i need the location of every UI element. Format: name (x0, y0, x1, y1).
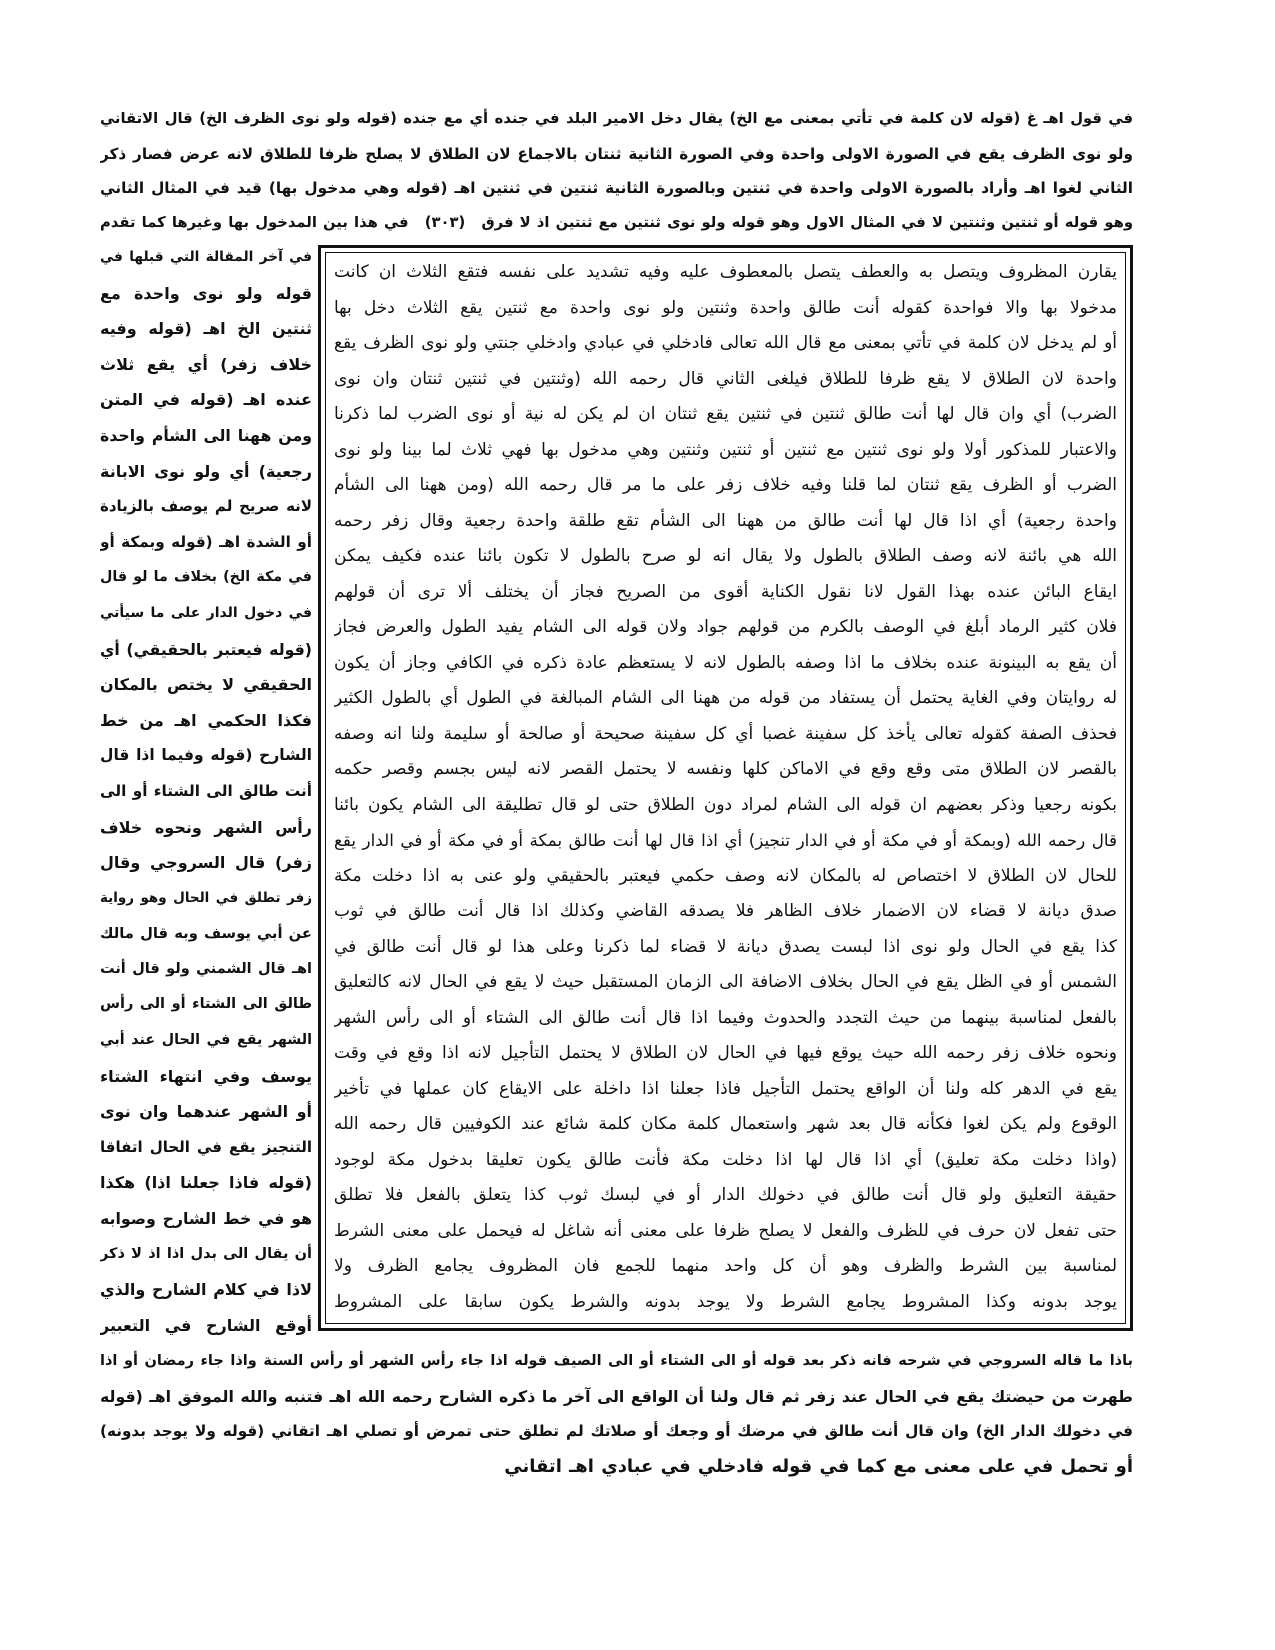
main-text-line: الضرب) أي وان قال لها أنت طالق ثنتين في ثنتين يقع ثنتان ان لم يكن له نية أو نوى الضرب لما ذكرنا (334, 404, 1117, 424)
main-text-line: يوجد بدونه وكذا المشروط يجامع الشرط ولا يوجد بدونه والشرط يكون سابقا على المشروط (334, 1291, 1117, 1312)
top-commentary (100, 102, 1133, 240)
main-text-line: حقيقة التعليق ولو قال أنت طالق في دخولك الدار أو في لبسك ثوب كذا يتعلق بالفعل فلا تطلق (334, 1185, 1117, 1205)
bottom-commentary-line: باذا ما قاله السروجي في شرحه فانه ذكر بعد قوله أو الى الشتاء أو الى الصيف قوله اذا جاء رأس الشهر أو رأس السنة واذا جاء رمضان أو اذا (100, 1353, 1133, 1369)
main-text-line: الشمس أو في الظل يقع في الحال بخلاف الاضافة الى الزمان المستقبل حيث لا يقع في الحال لانه كالتعليق (334, 972, 1117, 992)
page-number: (٣٠٣) (424, 213, 466, 231)
main-text-line: له روايتان وفي الغاية يحتمل أن يستفاد من قوله من ههنا الى الشام المبالغة في الطول أي بالطول الكثير (334, 688, 1117, 708)
margin-commentary-line: أن يقال الى بدل اذا اذ لا ذكر (100, 1245, 312, 1262)
main-text-frame (318, 245, 1133, 1331)
main-text-line: يقع في الدهر كله ولنا أن الواقع يحتمل التأجيل فاذا جعلنا اذا داخلة على الايقاع كان عملها في تأخير (334, 1078, 1117, 1099)
main-text-line: الله هي بائنة لانه وصف الطلاق بالطول ولا يقال انه لو صرح بالطول لا تكون بائنا عنده فكيف يمكن (334, 546, 1117, 566)
main-text-line: بالفعل لمناسبة بينهما من حيث التجدد والحدوث وفيما اذا قال أنت طالق الى الشتاء أو الى رأس الشهر (334, 1007, 1117, 1028)
margin-commentary-line: طالق الى الشتاء أو الى رأس (100, 996, 312, 1013)
main-text-line: ونحوه خلاف زفر رحمه الله حيث يوقع فيها في الحال لان الطلاق لا يحتمل التأجيل لانه اذا وقع في وقت (334, 1043, 1117, 1063)
main-text-line: أو لم يدخل لان كلمة في تأتي بمعنى مع قال الله تعالى فادخلي في عبادي وادخلي جنتي ولو نوى الظرف يقع (334, 333, 1117, 353)
top-commentary-line-with-page-number (100, 206, 1133, 241)
margin-commentary-line: لاذا في كلام الشارح والذي (100, 1280, 312, 1300)
main-text-line: أن يقع به البينونة عنده بخلاف ما اذا وصفه بالطول لانه لا يستعظم عادة ذكره في الكافي وجاز أن يكون (334, 652, 1117, 673)
top-commentary-segment: في هذا بين المدخول بها وغيرها كما تقدم (100, 213, 409, 231)
main-text-line: قال رحمه الله (وبمكة أو في مكة أو في الدار تنجيز) أي اذا قال لها أنت طالق بمكة أو في مكة أو في الدار يقع (334, 830, 1117, 850)
margin-commentary-line: الشهر يقع في الحال عند أبي (100, 1032, 312, 1049)
margin-commentary-line: رجعية) أي ولو نوى الابانة (100, 461, 312, 481)
main-text-line: ايقاع البائن عنده بهذا القول لانا نقول الكناية أقوى من الصريح فجاز أن يختلف ألا ترى أن قولهم (334, 581, 1117, 602)
margin-commentary-line: التنجيز يقع في الحال اتفاقا (100, 1137, 312, 1156)
margin-commentary-line: أنت طالق الى الشتاء أو الى (100, 781, 312, 800)
main-text-line: الوقوع ولم يكن لغوا فكأنه قال بعد شهر واستعمال كلمة مكان كلمة شائع عند الكوفيين قال رحمه الله (334, 1114, 1117, 1134)
bottom-commentary-line: طهرت من حيضتك يقع في الحال عند زفر ثم قال ولنا أن الواقع الى آخر ما ذكره الشارح رحمه الله اهـ فتنبه والله الموفق اهـ (قوله (100, 1387, 1133, 1406)
main-text-line: والاعتبار للمذكور أولا ولو نوى ثنتين مع ثنتين أو ثنتين وثنتين وهي مدخول بها فهي ثلاث لما بينا ولو نوى (334, 439, 1117, 460)
margin-commentary-line: أو الشدة اهـ (قوله وبمكة أو (100, 532, 312, 551)
margin-commentary-line: لانه صريح لم يوصف بالزيادة (100, 497, 312, 516)
bottom-commentary-line: في دخولك الدار الخ) وان قال أنت طالق في مرضك أو وجعك أو صلاتك لم تطلق حتى تمرض أو تصلي اهـ اتقاني (قوله ولا يوجد بدونه) (100, 1422, 1133, 1440)
margin-commentary-line: خلاف زفر) أي يقع ثلاث (100, 354, 312, 374)
margin-commentary-line: عنده اهـ (قوله في المتن (100, 390, 312, 410)
margin-commentary-line: الحقيقي لا يختص بالمكان (100, 675, 312, 695)
margin-commentary-line: اهـ قال الشمني ولو قال أنت (100, 960, 312, 977)
margin-commentary-line: ومن ههنا الى الشأم واحدة (100, 425, 312, 445)
main-text-line: مدخولا بها والا فواحدة كقوله أنت طالق واحدة وثنتين ولو نوى واحدة مع ثنتين يقع الثلاث دخل بها (334, 297, 1117, 318)
margin-commentary-line: أو الشهر عندهما وان نوى (100, 1102, 312, 1122)
margin-commentary (100, 240, 312, 1343)
margin-commentary-line: أوقع الشارح في التعبير (100, 1315, 312, 1335)
margin-commentary-line: في دخول الدار على ما سيأتي (100, 604, 312, 621)
margin-commentary-line: (قوله فاذا جعلنا اذا) هكذا (100, 1173, 312, 1193)
top-commentary-line: ولو نوى الظرف يقع في الصورة الاولى واحدة وفي الصورة الثانية ثنتان بالاجماع لان الطلاق لا يصلح ظرفا للطلاق لانه عرض فصار ذكر (100, 144, 1133, 163)
top-commentary-line: في قول اهـ غ (قوله لان كلمة في تأتي بمعنى مع الخ) يقال دخل الامير البلد في جنده أي مع جنده (قوله ولو نوى الظرف الخ) قال الاتقاني (100, 110, 1133, 127)
main-text-line: (واذا دخلت مكة تعليق) أي اذا قال لها اذا دخلت مكة فأنت طالق يكون تعليقا بدخول مكة لوجود (334, 1149, 1117, 1170)
main-text-line: لمناسبة بين الشرط والظرف وهو أن كل واحد منهما للجمع فان المظروف يجامع الظرف ولا (334, 1256, 1117, 1276)
main-text (334, 255, 1117, 1320)
main-text-line: فحذف الصفة كقوله تعالى يأخذ كل سفينة غصبا أي كل سفينة صحيحة أو صالحة أو سليمة ولنا انه وصفه (334, 723, 1117, 744)
main-text-line: حتى تفعل لان حرف في للظرف والفعل لا يصلح ظرفا على معنى أنه شاغل له فيحمل على معنى الشرط (334, 1220, 1117, 1241)
bottom-commentary-line: أو تحمل في على معنى مع كما في قوله فادخلي في عبادي اهـ اتقاني (504, 1456, 1133, 1477)
margin-commentary-line: في آخر المقالة التي قبلها في (100, 249, 312, 265)
main-text-line: يقارن المظروف ويتصل به والعطف يتصل بالمعطوف عليه وفيه تشديد على نفسه فتقع الثلاث ان كانت (334, 262, 1117, 282)
main-text-line: بكونه رجعيا وذكر بعضهم ان قوله الى الشام لمراد دون الطلاق حتى لو قال تطليقة الى الشام يكون بائنا (334, 794, 1117, 815)
main-text-line: واحدة رجعية) أي اذا قال لها أنت طالق من ههنا الى الشأم تقع طلقة واحدة رجعية وقال زفر رحمه (334, 510, 1117, 531)
margin-commentary-line: يوسف وفي انتهاء الشتاء (100, 1066, 312, 1086)
main-text-line: كذا يقع في الحال ولو نوى اذا لبست يصدق ديانة لا قضاء لما ذكرنا وعلى هذا لو قال أنت طالق في (334, 936, 1117, 957)
main-text-line: واحدة لان الطلاق لا يقع ظرفا للطلاق فيلغى الثاني قال رحمه الله (وثنتين في ثنتين ثنتان وان نوى (334, 368, 1117, 389)
main-text-line: فلان كثير الرماد أبلغ في الوصف بالكرم من قولهم جواد ولان قوله الى الشام يفيد الطول والعرض فجاز (334, 617, 1117, 637)
margin-commentary-line: فكذا الحكمي اهـ من خط (100, 710, 312, 730)
margin-commentary-line: ثنتين الخ اهـ (قوله وفيه (100, 319, 312, 339)
bottom-commentary (100, 1344, 1133, 1484)
margin-commentary-line: هو في خط الشارح وصوابه (100, 1209, 312, 1229)
main-text-line: صدق ديانة لا قضاء لان الاضمار خلاف الظاهر فلا يصدقه القاضي وكذلك اذا قال أنت طالق في ثوب (334, 901, 1117, 921)
main-text-line: للحال لان الطلاق لا اختصاص له بالمكان لانه وصف حكمي فيعتبر بالحقيقي ولو عنى به اذا دخلت مكة (334, 865, 1117, 886)
margin-commentary-line: الشارح (قوله وفيما اذا قال (100, 746, 312, 765)
main-text-inner-border (325, 252, 1126, 1324)
margin-commentary-line: زفر تطلق في الحال وهو رواية (100, 889, 312, 906)
margin-commentary-line: (قوله فيعتبر بالحقيقي) أي (100, 639, 312, 659)
margin-commentary-line: رأس الشهر ونحوه خلاف (100, 817, 312, 837)
margin-commentary-line: قوله ولو نوى واحدة مع (100, 283, 312, 303)
top-commentary-segment: وهو قوله أو ثنتين وثنتين لا في المثال الاول وهو قوله ولو نوى ثنتين مع ثنتين اذ لا فرق (481, 213, 1133, 231)
margin-commentary-line: زفر) قال السروجي وقال (100, 853, 312, 873)
top-commentary-line: الثاني لغوا اهـ وأراد بالصورة الاولى واحدة في ثنتين وبالصورة الثانية ثنتين في ثنتين اهـ (قوله وهي مدخول بها) قيد في المثال الثاني (100, 179, 1133, 197)
main-text-line: بالقصر لان الطلاق متى وقع وقع في الاماكن كلها ونفسه لا يحتمل القصر لانه ليس بجسم وقصر حكمه (334, 759, 1117, 779)
margin-commentary-line: عن أبي يوسف وبه قال مالك (100, 925, 312, 943)
main-text-line: الضرب أو الظرف يقع ثنتان لما قلنا وفيه خلاف زفر على ما مر قال رحمه الله (ومن ههنا الى الشأم (334, 475, 1117, 495)
margin-commentary-line: في مكة الخ) بخلاف ما لو قال (100, 569, 312, 586)
